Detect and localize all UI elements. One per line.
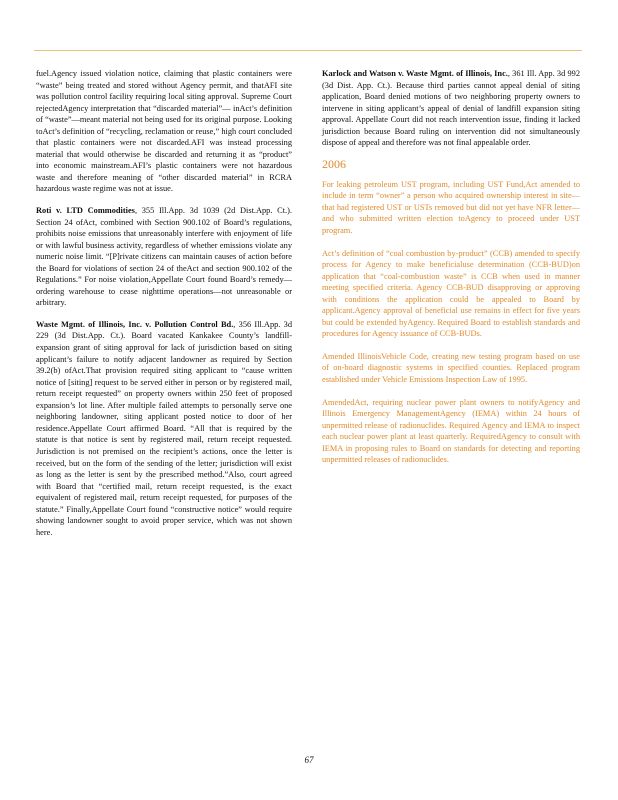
case-text-roti: , 355 Ill.App. 3d 1039 (2d Dist.App. Ct.). Section 24 ofAct, combined with Section 900.102 of Board’s regulations, prohibits noise emissions that unreasonably interfere with enjoyment of life or with lawful business activity, regardless of whether emissions violate any numeric noise limit. “[P]rivate citizens can maintain causes of action before the Board for violations of section 24 of theAct and section 900.102 of the Regulations.” For noise violation,Appellate Court found Board’s remedy—ordering warehouse to cease nighttime operations—not unreasonable or arbitrary.: [36, 206, 292, 308]
paragraph-ust-program: For leaking petroleum UST program, including UST Fund,Act amended to include in term “owner” a person who acquired ownership interest in site—that had registered UST or USTs removed but did not yet have NFR letter—and who submitted written election toAgency to proceed under UST program.: [322, 179, 580, 236]
page-number: 67: [304, 755, 314, 765]
year-heading: 2006: [322, 156, 346, 171]
paragraph-roti: [36, 205, 292, 309]
case-title-roti: Roti v. LTD Commodities: [36, 206, 135, 216]
case-title-waste-mgmt: Waste Mgmt. of Illinois, Inc. v. Pollution Control Bd.: [36, 319, 234, 329]
paragraph-nuclear: AmendedAct, requiring nuclear power plant owners to notifyAgency and Illinois Emergency ManagementAgency (IEMA) within 24 hours of unpermitted release of radionuclides. Required Agency and IEMA to inspect each nuclear power plant at least quarterly. RequiredAgency to consult with IEMA in proposing rules to Board on standards for detecting and reporting unpermitted releases of radionuclides.: [322, 397, 580, 465]
header-rule: [34, 50, 582, 51]
case-text-waste-mgmt: , 356 Ill.App. 3d 229 (3d Dist.App. Ct.). Board vacated Kankakee County’s landfill-expansion grant of siting approval for lack of jurisdiction based on siting applicant’s failure to notify adjacent landowner as required by Section 39.2(b) ofAct.That provision required siting applicant to “cause written notice of [siting] request to be served either in person or by registered mail, return receipt requested” on property owners within 250 feet of proposed expansion’s lot line. After multiple failed attempts to personally serve one neighboring landowner, siting applicant posted notice to door of her residence.Appellate Court affirmed Board. “All that is required by the statute is that notice is sent by registered mail, return receipt requested. Jurisdiction is not premised on the recipient’s actions, once the letter is received, but on the form of the sending of the letter; jurisdiction will exist as long as the letter is sent by the prescribed method.”Also, court agreed with Board that “certified mail, return receipt requested, is the exact equivalent of registered mail, return receipt requested, for purposes of the statute.” Finally,Appellate Court found “constructive notice” would require showing landowner sought to avoid proper service, which was not shown here.: [36, 319, 293, 537]
left-column: [36, 68, 292, 548]
paragraph-karlock: [322, 68, 580, 149]
paragraph-afi-continuation: fuel.Agency issued violation notice, claiming that plastic containers were “waste” being treated and stored without Agency permit, and thatAFI site was pollution control facility requiring local siting approval. Supreme Court rejectedAgency interpretation that “discarded material”— inAct’s definition of “waste”—meant material not being used for its original purpose. Looking toAct’s definition of “recycling, reclamation or reuse,” high court concluded that plastic containers were not discarded.AFI was instead processing material that would otherwise be discarded and returning it as “product” into economic mainstream.AFI’s plastic containers were not hazardous waste and therefore meaning of “other discarded material” in RCRA hazardous waste regime was not at issue.: [36, 69, 292, 194]
paragraph-waste-mgmt: [36, 319, 292, 538]
paragraph-vehicle-code: Amended IllinoisVehicle Code, creating new testing program based on use of on-board diagnostic systems in specified counties. Replaced program established under Vehicle Emissions Inspection Law of 1995.: [322, 351, 580, 385]
paragraph-ccb: Act’s definition of “coal combustion by-product” (CCB) amended to specify process for Agency to make beneficialuse determination (CCB-BUD)on application that “coal-combustion waste” is CCB when used in manner meeting specified criteria. Agency CCB-BUD disapproving or approving with conditions the application could be appealed to Board by applicant.Agency approval of beneficial use remains in effect for five years but could be extended byAgency. Required Board to establish standards and procedures for Agency issuance of CCB-BUDs.: [322, 248, 580, 339]
case-text-karlock: , 361 Ill. App. 3d 992 (3d Dist. App. Ct.). Because third parties cannot appeal denial of siting application, Board denied motions of two neighboring property owners to intervene in siting applicant’s appeal of denial of landfill expansion siting approval. Appellate Court did not reach intervention issue, finding it lacked jurisdiction because Board ruling on intervention did not simultaneously dispose of appeal and therefore was not final appealable order.: [322, 69, 580, 148]
right-column: [322, 68, 580, 477]
case-title-karlock: Karlock and Watson v. Waste Mgmt. of Illinois, Inc.: [322, 69, 508, 78]
